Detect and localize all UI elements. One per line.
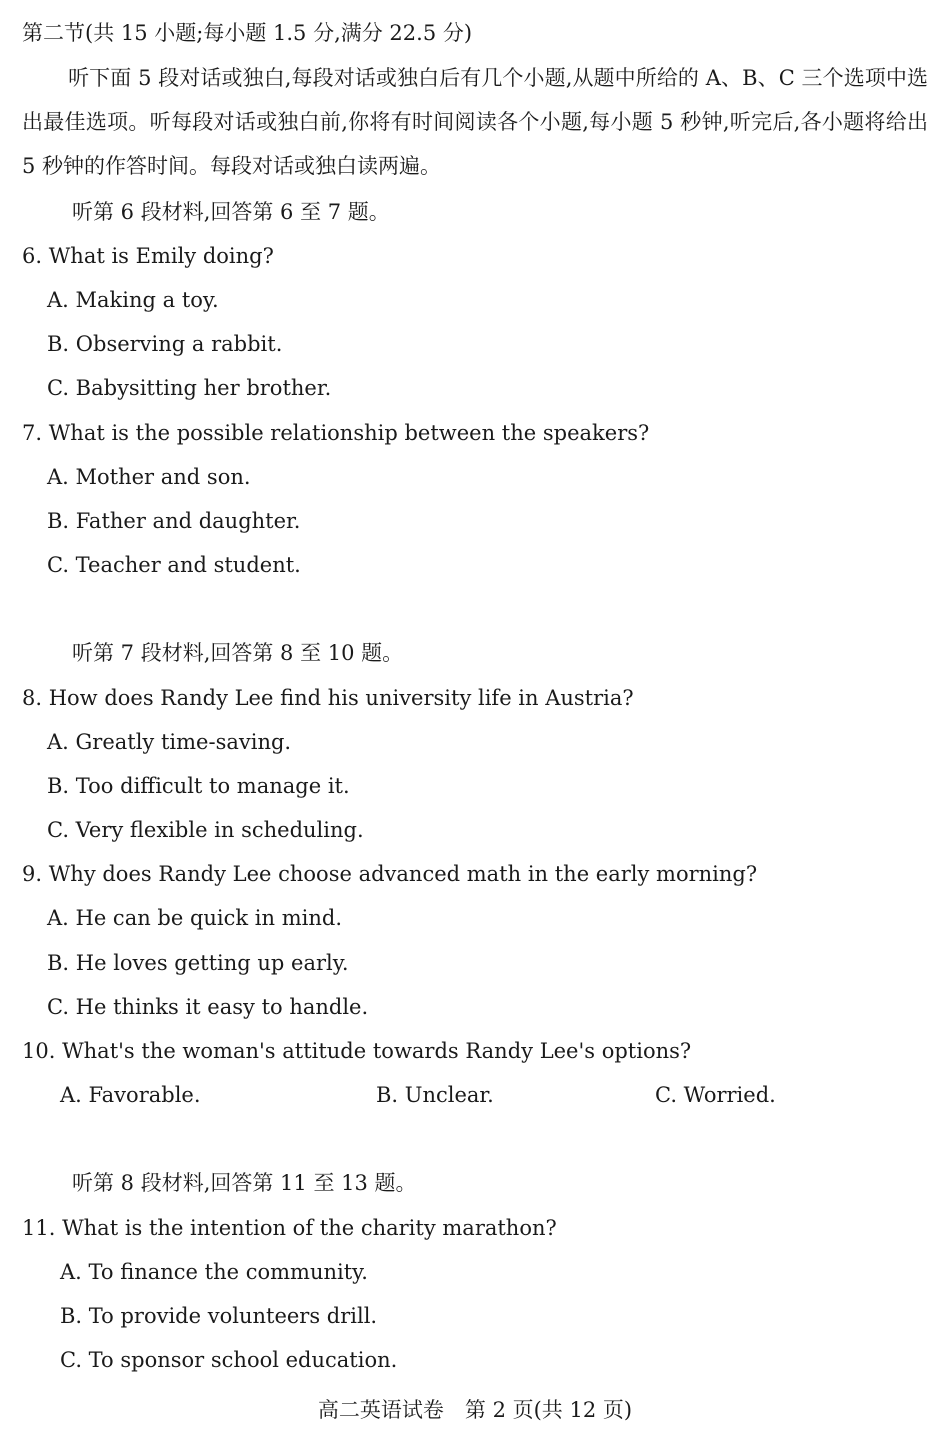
group-prompt: 听第 7 段材料,回答第 8 至 10 题。 [72,641,404,665]
instructions-text: 听下面 5 段对话或独白,每段对话或独白后有几个小题,从题中所给的 A、B、C 三个选项中选出最佳选项。听每段对话或独白前,你将有时间阅读各个小题,每小题 5 秒钟,听完后,各小题将给出 5 秒钟的作答时间。每段对话或独白读两遍。 [22,66,928,178]
option-b[interactable]: B. To provide volunteers drill. [60,1304,378,1328]
option-b[interactable]: B. Too difficult to manage it. [47,774,350,798]
group-prompt: 听第 8 段材料,回答第 11 至 13 题。 [72,1171,417,1195]
option-c[interactable]: C. Very flexible in scheduling. [47,818,364,842]
question-stem: 6. What is Emily doing? [22,244,274,268]
question-stem: 11. What is the intention of the charity marathon? [22,1216,557,1240]
option-b[interactable]: B. Unclear. [376,1083,494,1107]
option-a[interactable]: A. Mother and son. [47,465,251,489]
option-b[interactable]: B. Father and daughter. [47,509,301,533]
option-c[interactable]: C. To sponsor school education. [60,1348,398,1372]
option-c[interactable]: C. Teacher and student. [47,553,301,577]
option-a[interactable]: A. Making a toy. [47,288,219,312]
question-stem: 8. How does Randy Lee find his university life in Austria? [22,686,634,710]
question-stem: 9. Why does Randy Lee choose advanced math in the early morning? [22,862,758,886]
option-a[interactable]: A. Greatly time-saving. [47,730,292,754]
option-a[interactable]: A. Favorable. [60,1083,201,1107]
option-b[interactable]: B. Observing a rabbit. [47,332,283,356]
option-a[interactable]: A. To finance the community. [60,1260,368,1284]
section-instructions [22,56,928,188]
section-heading: 第二节(共 15 小题;每小题 1.5 分,满分 22.5 分) [22,21,473,45]
page-footer: 高二英语试卷 第 2 页(共 12 页) [317,1398,633,1422]
group-prompt: 听第 6 段材料,回答第 6 至 7 题。 [72,200,390,224]
option-c[interactable]: C. Worried. [655,1083,776,1107]
option-c[interactable]: C. He thinks it easy to handle. [47,995,369,1019]
option-c[interactable]: C. Babysitting her brother. [47,376,332,400]
question-stem: 7. What is the possible relationship between the speakers? [22,421,650,445]
option-b[interactable]: B. He loves getting up early. [47,951,349,975]
option-a[interactable]: A. He can be quick in mind. [47,906,342,930]
question-stem: 10. What's the woman's attitude towards Randy Lee's options? [22,1039,692,1063]
